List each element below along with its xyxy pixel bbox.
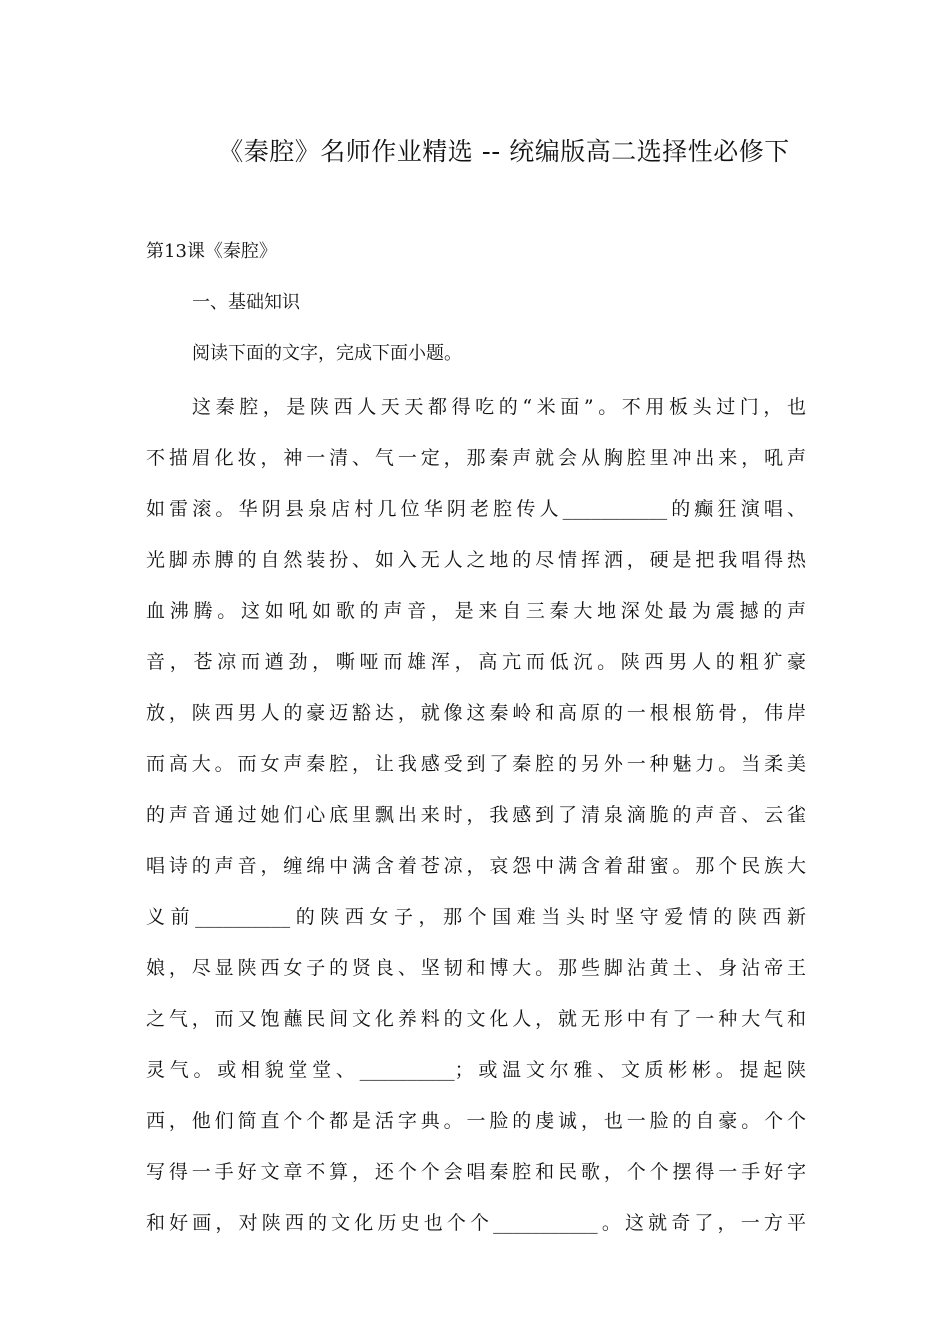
passage-line: 西，他们简直个个都是活字典。一脸的虔诚，也一脸的自豪。个个 <box>146 1110 806 1132</box>
passage-line: 音，苍凉而遒劲，嘶哑而雄浑，高亢而低沉。陕西男人的粗犷豪 <box>146 651 806 673</box>
section-heading: 一、基础知识 <box>192 292 300 313</box>
passage-line: 如雷滚。华阴县泉店村几位华阴老腔传人___________的癫狂演唱、 <box>146 498 806 520</box>
lesson-heading: 第13课《秦腔》 <box>146 241 277 262</box>
passage-line: 灵气。或相貌堂堂、__________；或温文尔雅、文质彬彬。提起陕 <box>146 1059 806 1081</box>
passage-line: 而高大。而女声秦腔，让我感受到了秦腔的另外一种魅力。当柔美 <box>146 753 806 775</box>
passage-line: 唱诗的声音，缠绵中满含着苍凉，哀怨中满含着甜蜜。那个民族大 <box>146 855 806 877</box>
instruction-text: 阅读下面的文字，完成下面小题。 <box>192 343 462 364</box>
passage-line: 之气，而又饱蘸民间文化养料的文化人，就无形中有了一种大气和 <box>146 1008 806 1030</box>
reading-passage <box>146 382 806 1249</box>
passage-line: 光脚赤膊的自然装扮、如入无人之地的尽情挥洒，硬是把我唱得热 <box>146 549 806 571</box>
passage-line: 的声音通过她们心底里飘出来时，我感到了清泉滴脆的声音、云雀 <box>146 804 806 826</box>
passage-line: 放，陕西男人的豪迈豁达，就像这秦岭和高原的一根根筋骨，伟岸 <box>146 702 806 724</box>
passage-line: 义前__________的陕西女子，那个国难当头时坚守爱情的陕西新 <box>146 906 806 928</box>
passage-line: 娘，尽显陕西女子的贤良、坚韧和博大。那些脚沾黄土、身沾帝王 <box>146 957 806 979</box>
passage-line: 不描眉化妆，神一清、气一定，那秦声就会从胸腔里冲出来，吼声 <box>146 447 806 469</box>
passage-line: 血沸腾。这如吼如歌的声音，是来自三秦大地深处最为震撼的声 <box>146 600 806 622</box>
passage-line: 写得一手好文章不算，还个个会唱秦腔和民歌，个个摆得一手好字 <box>146 1161 806 1183</box>
document-title: 《秦腔》名师作业精选 -- 统编版高二选择性必修下 <box>218 137 790 166</box>
passage-line: 这秦腔，是陕西人天天都得吃的“米面”。不用板头过门，也 <box>192 396 806 418</box>
passage-line: 和好画，对陕西的文化历史也个个___________。这就奇了，一方平 <box>146 1212 806 1234</box>
